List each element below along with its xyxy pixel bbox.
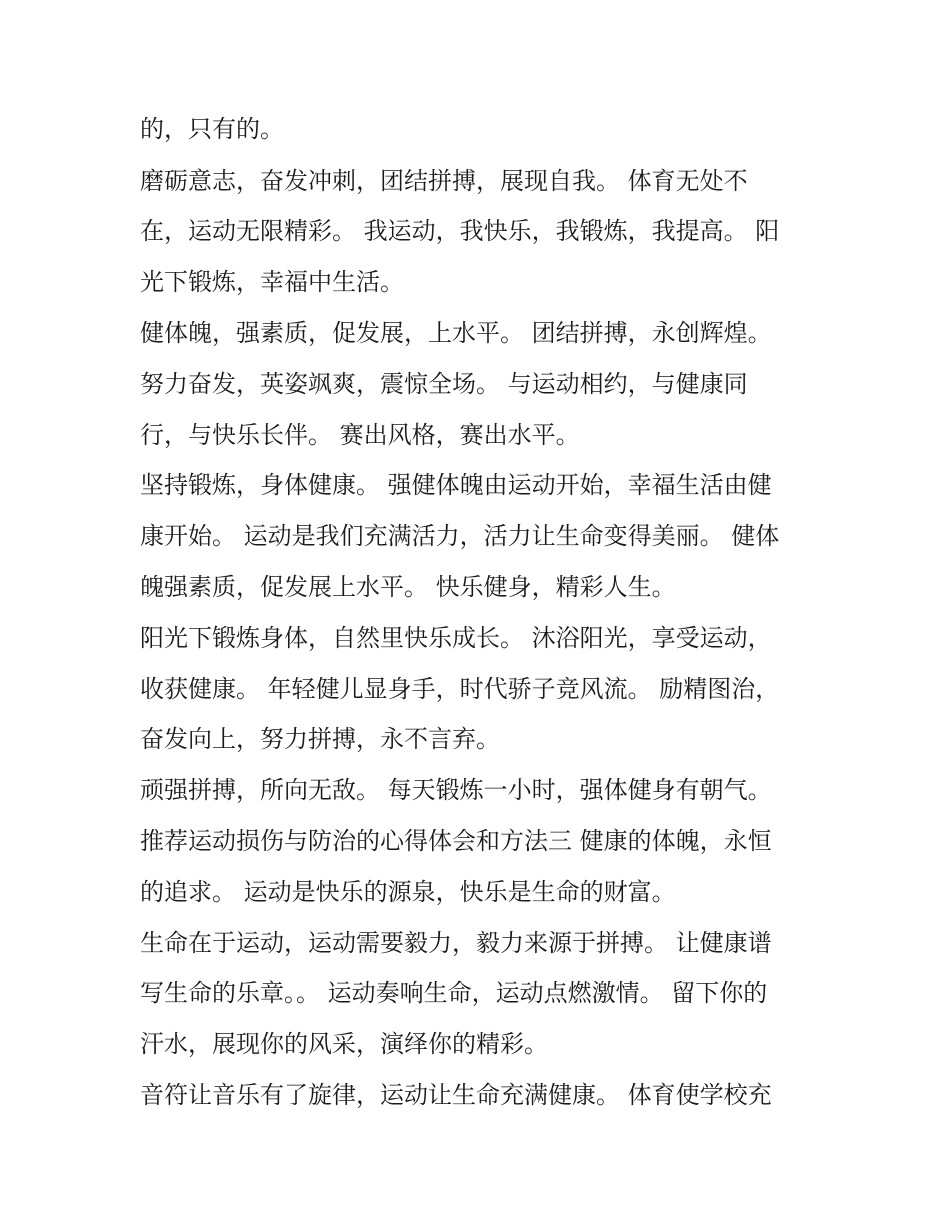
text-line: 坚持锻炼，身体健康。 强健体魄由运动开始，幸福生活由健 [140, 471, 772, 499]
text-line: 生命在于运动，运动需要毅力，毅力来源于拼搏。 让健康谱 [140, 929, 772, 957]
text-line: 收获健康。 年轻健儿显身手，时代骄子竞风流。 励精图治， [140, 675, 780, 703]
text-line: 光下锻炼，幸福中生活。 [140, 268, 404, 296]
text-line: 康开始。 运动是我们充满活力，活力让生命变得美丽。 健体 [140, 522, 780, 550]
text-line: 顽强拼搏，所向无敌。 每天锻炼一小时，强体健身有朝气。 [140, 776, 772, 804]
text-line: 磨砺意志，奋发冲刺，团结拼搏，展现自我。 体育无处不 [140, 167, 748, 195]
text-line: 行，与快乐长伴。 赛出风格，赛出水平。 [140, 421, 580, 449]
text-line: 的追求。 运动是快乐的源泉，快乐是生命的财富。 [140, 878, 676, 906]
text-line: 推荐运动损伤与防治的心得体会和方法三 健康的体魄，永恒 [140, 827, 772, 855]
text-line: 在，运动无限精彩。 我运动，我快乐，我锻炼，我提高。 阳 [140, 217, 780, 245]
text-line: 健体魄，强素质，促发展，上水平。 团结拼搏，永创辉煌。 [140, 319, 772, 347]
text-line: 音符让音乐有了旋律，运动让生命充满健康。 体育使学校充 [140, 1081, 772, 1109]
text-line: 奋发向上，努力拼搏，永不言弃。 [140, 725, 500, 753]
text-line: 魄强素质，促发展上水平。 快乐健身，精彩人生。 [140, 573, 676, 601]
text-line: 努力奋发，英姿飒爽，震惊全场。 与运动相约，与健康同 [140, 370, 748, 398]
text-line: 写生命的乐章。。 运动奏响生命，运动点燃激情。 留下你的 [140, 979, 768, 1007]
text-line: 汗水，展现你的风采，演绎你的精彩。 [140, 1030, 548, 1058]
text-line: 的，只有的。 [140, 115, 284, 143]
text-line: 阳光下锻炼身体，自然里快乐成长。 沐浴阳光，享受运动， [140, 624, 772, 652]
